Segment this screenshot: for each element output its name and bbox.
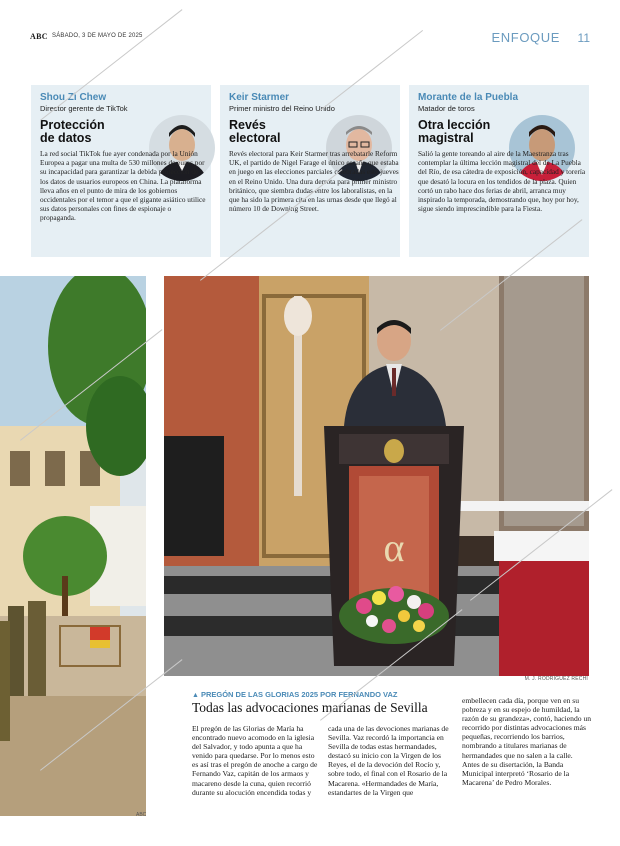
card-name: Keir Starmer <box>229 92 290 103</box>
card-role: Primer ministro del Reino Unido <box>229 104 335 113</box>
article-paragraph: embellecen cada día, porque ven en su pobreza y en su espejo de humildad, la razón de su grandeza», contó, haciendo un recorrido por distintas advocaciones más pequeñas, recorriendo los barrios, nombrando a titulares marianas de hermandades que no salen a la calle. <box>462 696 592 760</box>
card-body: La red social TikTok fue ayer condenada por la Unión Europea a pagar una multa de 530 millones de euros por su incapacidad para garantizar la debida protección de los datos de usuarios europeos en China. La plataforma lleva años en el punto de mira de los gobiernos occidentales por el temor a que el gigante asiático utilice sus datos personales con fines de espionaje o propaganda. <box>40 149 206 223</box>
article-kicker-text: PREGÓN DE LAS GLORIAS 2025 POR FERNANDO VAZ <box>200 690 398 699</box>
article-paragraph: Antes de su disertación, la Banda Municipal interpretó ‘Rosario de la Macarena’ de Pedro Morales. <box>462 759 570 787</box>
article-paragraph: El pregón de las Glorias de María ha encontrado nuevo acomodo en la iglesia del Salvador, y todo apunta a que ha venido para quedarse. Por lo menos esto es así tras el pregón de anoche a cargo de Fernando Vaz, capitán de los armaos y macareno desde la cuna, quien recorrió durante su alocución encendida todas y <box>192 724 318 797</box>
photo-left-credit: ABC <box>136 812 147 818</box>
article-column-1 <box>192 724 322 797</box>
profile-card-starmer <box>220 85 400 257</box>
svg-text:α: α <box>383 525 405 570</box>
article-paragraph: cada una de las devociones marianas de Sevilla. Vaz recordó la importancia en Sevilla de todas estas hermandades, destacó su inicio con la Virgen de los Reyes, el de la devoción del Rocío y, sobre todo, el final con el Rosario de la Macarena. «Hermandades de María, estandartes de la Virgen que <box>328 724 449 797</box>
article-title: Todas las advocaciones marianas de Sevilla <box>192 700 428 715</box>
article-column-2 <box>328 724 458 797</box>
card-name: Shou Zi Chew <box>40 92 107 103</box>
card-role: Matador de toros <box>418 104 475 113</box>
card-headline-line: Revés <box>229 118 266 132</box>
lectern-speaker-photo <box>164 276 589 676</box>
card-body: Revés electoral para Keir Starmer tras arrebatarle Reform UK, el partido de Nigel Farage el único escaño que estaba en juego en las elecciones parciales celebradas este jueves en el Reino Unido. Una dura derrota para primer ministro británico, que siembra dudas entre los laboralistas, en la que ha sido la primera cita en las urnas desde que llegó al número 10 de Downing Street. <box>229 149 399 214</box>
triangle-up-icon: ▲ <box>192 692 199 699</box>
profile-card-morante <box>409 85 589 257</box>
profile-card-chew <box>31 85 211 257</box>
card-headline-line: Otra lección <box>418 118 491 132</box>
card-headline <box>229 119 324 145</box>
page-number: 11 <box>577 31 590 45</box>
card-headline-line: Protección <box>40 118 105 132</box>
article-kicker <box>192 690 398 699</box>
issue-date: SÁBADO, 3 DE MAYO DE 2025 <box>52 33 143 39</box>
newspaper-brand: ABC <box>30 32 48 41</box>
article-column-3 <box>462 696 592 787</box>
card-headline <box>40 119 135 145</box>
card-headline-line: de datos <box>40 131 92 145</box>
card-headline <box>418 119 513 145</box>
card-role: Director gerente de TikTok <box>40 104 128 113</box>
card-body: Salió la gente toreando al aire de la Maestranza tras contemplar la última lección magistral del de La Puebla del Río, de esa cátedra de exposición, capacidad y torería que desató la locura en los tendidos de la plaza. Quien cortó un rabo hace dos ferias de abril, arranca muy inspirado la temporada, demostrando que, hoy por hoy, sigue siendo imprescindible para la Fiesta. <box>418 149 586 214</box>
section-title: ENFOQUE <box>491 30 560 45</box>
card-headline-line: magistral <box>418 131 474 145</box>
card-headline-line: electoral <box>229 131 281 145</box>
page-header <box>30 30 590 46</box>
card-name: Morante de la Puebla <box>418 92 519 103</box>
photo-credit: M. J. RODRÍGUEZ RECHI <box>524 676 588 682</box>
